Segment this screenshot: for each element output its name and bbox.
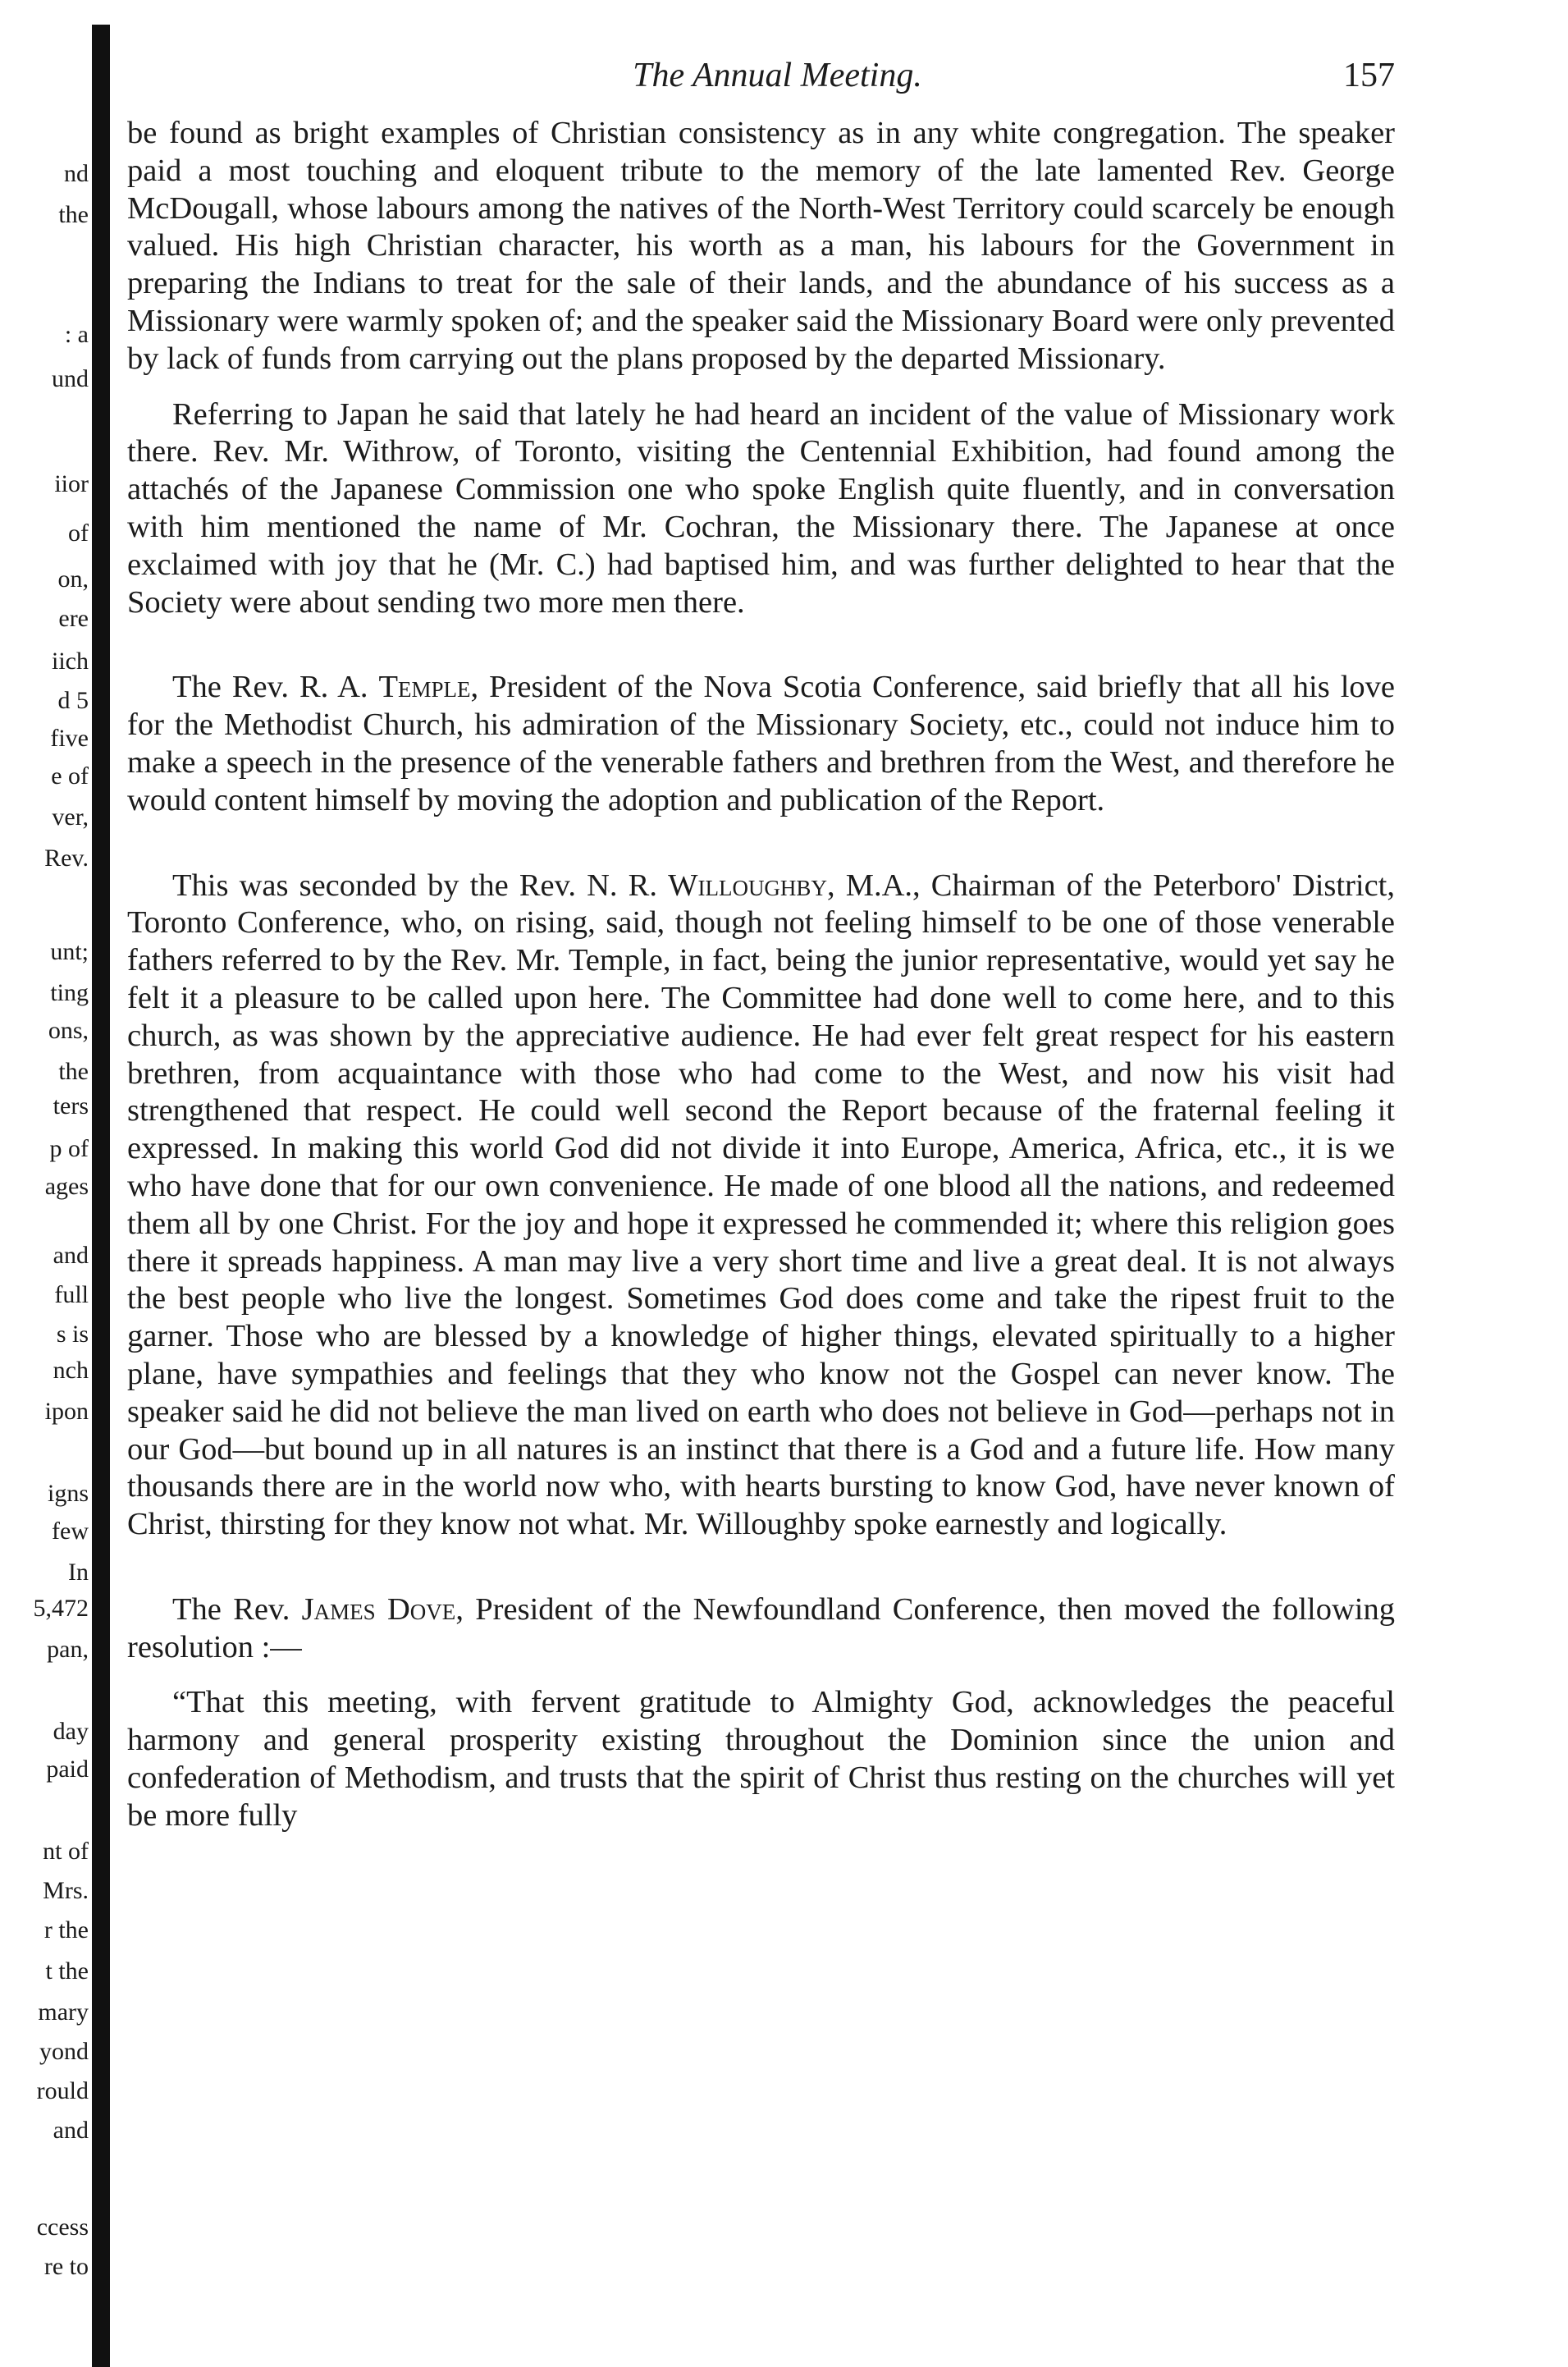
margin-fragment: nd <box>64 160 89 187</box>
margin-fragment: In <box>68 1559 89 1586</box>
margin-fragment: iior <box>54 470 89 497</box>
margin-fragment: iich <box>52 648 89 675</box>
dove-name: James Dove <box>301 1591 456 1627</box>
margin-fragment: the <box>58 201 89 228</box>
paragraph-mcdougall-tribute: be found as bright examples of Christian consistency as in any white congregation. The speaker paid a most touching and eloquent tribute to the memory of the late lamented Rev. George McDougall, whose labours among the natives of the North-West Territory could scarcely be enough valued. His high Christian character, his worth as a man, his labours for the Government in preparing the Indians to treat for the sale of their lands, and the abundance of his success as a Missionary were warmly spoken of; and the speaker said the Missionary Board were only prevented by lack of funds from carrying out the plans proposed by the departed Missionary. <box>127 116 1395 376</box>
margin-fragment: yond <box>39 2038 89 2065</box>
paragraph-temple <box>127 669 1395 819</box>
temple-rest: , President of the Nova Scotia Conference, said briefly that all his love for the Methodist Church, his admiration of the Missionary Society, etc., could not induce him to make a speech in the presence of the venerable fathers and brethren from the West, and therefore he would content himself by moving the adoption and publication of the Report. <box>127 670 1395 817</box>
temple-name: Temple <box>378 670 471 705</box>
margin-fragment: ons, <box>48 1017 89 1044</box>
dove-rest: , President of the Newfoundland Conference, then moved the following resolution :— <box>127 1591 1396 1664</box>
margin-fragment: r the <box>43 1916 89 1944</box>
margin-fragment: day <box>53 1718 89 1745</box>
page-binding-edge <box>92 25 110 2367</box>
dove-intro: The Rev. <box>172 1591 302 1627</box>
paragraph-dove <box>127 1591 1395 1667</box>
margin-fragment: ages <box>44 1173 89 1200</box>
margin-fragment: of <box>68 520 89 547</box>
temple-intro: The Rev. R. A. <box>172 670 379 705</box>
paragraph-willoughby <box>127 868 1395 1544</box>
margin-fragment: d 5 <box>57 687 89 714</box>
running-title: The Annual Meeting. <box>633 57 922 94</box>
page-number: 157 <box>1343 57 1395 94</box>
margin-fragment: pan, <box>47 1636 89 1663</box>
margin-fragment: ver, <box>52 803 89 831</box>
margin-fragment: e of <box>51 762 89 790</box>
document-page <box>127 49 1395 1835</box>
page-header <box>127 49 1395 115</box>
margin-fragment: Mrs. <box>43 1877 89 1904</box>
margin-fragment: rould <box>36 2077 89 2104</box>
margin-fragment: mary <box>38 1998 89 2026</box>
margin-fragment: nt of <box>43 1838 89 1865</box>
willoughby-intro: This was seconded by the Rev. N. R. <box>172 868 669 903</box>
paragraph-japan: Referring to Japan he said that lately he had heard an incident of the value of Missionary work there. Rev. Mr. Withrow, of Toronto, visiting the Centennial Exhibition, had found among the attachés of the Japanese Commission one who spoke English quite fluently, and in conversation with him mentioned the name of Mr. Cochran, the Missionary there. The Japanese at once exclaimed with joy that he (Mr. C.) had baptised him, and was further delighted to hear that the Society were about sending two more men there. <box>127 396 1395 620</box>
margin-fragment: and <box>53 2117 89 2144</box>
margin-fragment: few <box>52 1518 89 1545</box>
margin-fragment: t the <box>45 1957 89 1985</box>
margin-fragment: ting <box>50 979 89 1006</box>
margin-fragment: Rev. <box>44 845 89 872</box>
margin-fragment: s is <box>56 1321 89 1348</box>
margin-fragment: p of <box>49 1135 89 1162</box>
margin-fragment: ters <box>53 1092 89 1119</box>
margin-fragment: ere <box>58 605 89 632</box>
margin-fragment: und <box>52 365 89 392</box>
paragraph-resolution: “That this meeting, with fervent gratitude to Almighty God, acknowledges the peaceful harmony and general prosperity existing throughout the Dominion since the union and confederation of Methodism, and trusts that the spirit of Christ thus resting on the churches will yet be more fully <box>127 1685 1395 1833</box>
margin-fragment: ipon <box>44 1398 89 1425</box>
margin-fragment: : a <box>64 321 89 348</box>
margin-fragment: ccess <box>36 2214 89 2241</box>
margin-fragment: full <box>54 1281 89 1308</box>
margin-fragment: unt; <box>50 938 89 965</box>
willoughby-rest: , M.A., Chairman of the Peterboro' District, Toronto Conference, who, on rising, said, though not feeling himself to be one of those venerable fathers referred to by the Rev. Mr. Temple, in fact, being the junior representative, would yet say he felt it a pleasure to be called upon here. The Committee had done well to come here, and to this church, as was shown by the appreciative audience. He had ever felt great respect for his eastern brethren, from acquaintance with those who had come to the West, and now his visit had strengthened that respect. He could well second the Report because of the fraternal feeling it expressed. In making this world God did not divide it into Europe, America, Africa, etc., it is we who have done that for our own convenience. He made of one blood all the nations, and redeemed them all by one Christ. For the joy and hope it expressed he commended it; where this religion goes there it spreads happiness. A man may live a very short time and live a great deal. It is not always the best people who live the longest. Sometimes God does come and take the ripest fruit to the garner. Those who are blessed by a knowledge of higher things, elevated spiritually to a higher plane, have sympathies and feelings that they who know not the Gospel can never know. The speaker said he did not believe the man lived on earth who does not believe in God—perhaps not in our God—but bound up in all natures is an instinct that there is a God and a future life. How many thousands there are in the world now who, with hearts bursting to know God, have never known of Christ, thirsting for they know not what. Mr. Willoughby spoke earnestly and logically. <box>127 868 1395 1542</box>
margin-fragment: nch <box>53 1357 89 1384</box>
margin-fragment: 5,472 <box>33 1595 89 1622</box>
margin-fragment: on, <box>57 565 89 593</box>
willoughby-name: Willoughby <box>668 868 827 903</box>
margin-fragment: igns <box>47 1480 89 1507</box>
margin-fragment: and <box>53 1242 89 1269</box>
margin-fragment: five <box>50 725 89 752</box>
margin-fragment: the <box>58 1058 89 1085</box>
margin-fragment: re to <box>43 2253 89 2280</box>
margin-fragment: paid <box>46 1756 89 1783</box>
